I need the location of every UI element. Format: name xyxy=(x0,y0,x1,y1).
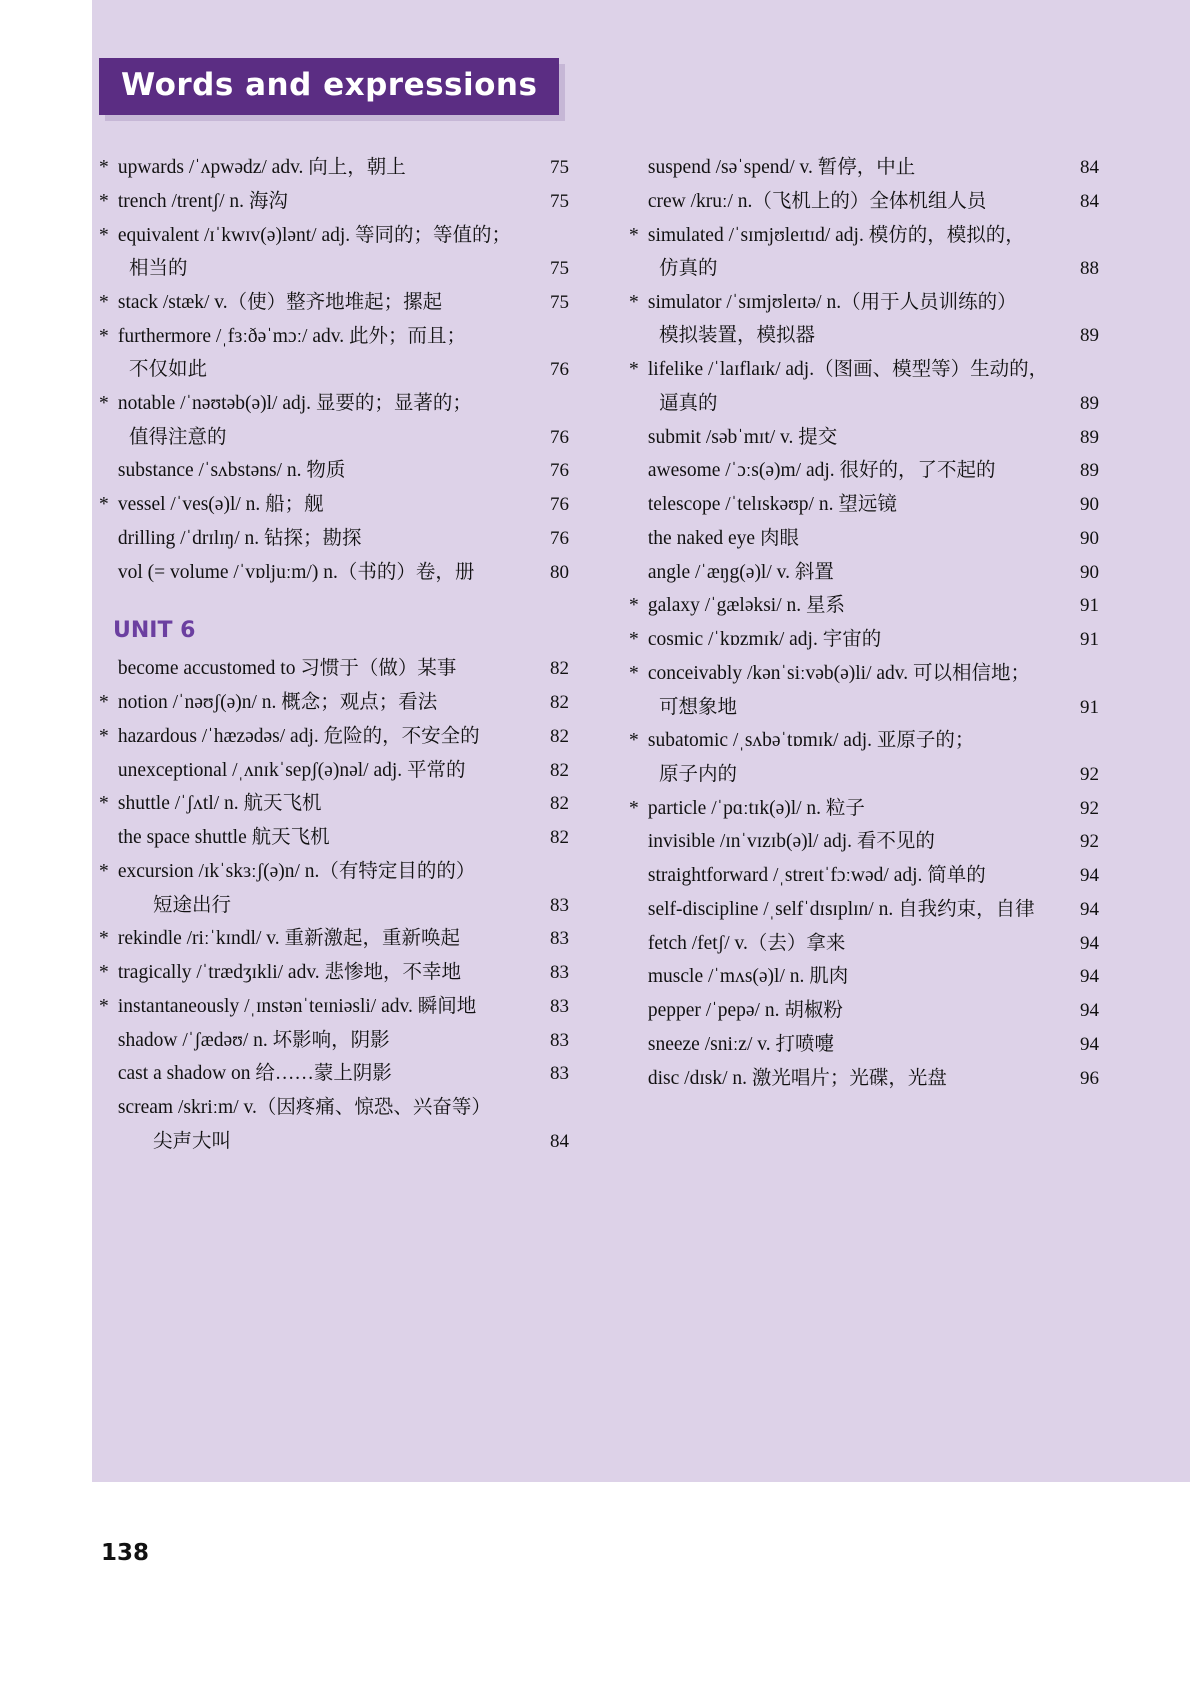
entry-page-number: 96 xyxy=(1080,1067,1099,1089)
entry-body: invisible /ɪnˈvɪzɪb(ə)l/ adj. 看不见的 xyxy=(647,831,935,853)
entry-body: pepper /ˈpepə/ n. 胡椒粉 xyxy=(647,1000,843,1022)
glossary-entry xyxy=(99,455,569,487)
entry-body: 尖声大叫 xyxy=(153,1130,232,1152)
entry-body: straightforward /ˌstreɪtˈfɔːwəd/ adj. 简单的 xyxy=(647,865,986,887)
glossary-entry xyxy=(629,961,1099,993)
asterisk-icon: * xyxy=(99,860,109,882)
glossary-entry xyxy=(99,991,569,1023)
entry-text xyxy=(99,287,535,319)
left-column xyxy=(99,152,569,1160)
entry-text xyxy=(629,220,1065,252)
entry-text xyxy=(99,1092,535,1124)
right-entry-list xyxy=(629,152,1099,1095)
entry-body: equivalent /ɪˈkwɪv(ə)lənt/ adj. 等同的；等值的； xyxy=(117,224,512,246)
glossary-entry xyxy=(99,354,569,386)
glossary-entry xyxy=(629,388,1099,420)
entry-text xyxy=(99,489,535,521)
entry-text xyxy=(629,759,1065,791)
entry-body: rekindle /riːˈkɪndl/ v. 重新激起，重新唤起 xyxy=(117,928,460,950)
entry-text xyxy=(99,1058,535,1090)
entry-text xyxy=(629,860,1065,892)
entry-body: instantaneously /ˌɪnstənˈteɪniəsli/ adv. 瞬间地 xyxy=(117,995,477,1017)
asterisk-icon: * xyxy=(99,190,109,212)
glossary-entry xyxy=(99,489,569,521)
entry-text xyxy=(99,557,535,589)
entry-page-number: 91 xyxy=(1080,595,1099,617)
left-entry-list xyxy=(99,152,569,588)
entry-body: sneeze /sniːz/ v. 打喷嚏 xyxy=(647,1033,834,1055)
glossary-entry xyxy=(99,822,569,854)
entry-page-number: 82 xyxy=(550,759,569,781)
asterisk-icon: * xyxy=(629,291,639,313)
glossary-entry xyxy=(99,1025,569,1057)
entry-body: fetch /fetʃ/ v.（去）拿来 xyxy=(647,932,846,954)
glossary-entry xyxy=(99,152,569,184)
entry-page-number: 83 xyxy=(550,995,569,1017)
entry-body: conceivably /kənˈsiːvəb(ə)li/ adv. 可以相信地； xyxy=(647,662,1031,684)
entry-body: 短途出行 xyxy=(153,894,232,916)
entry-page-number: 84 xyxy=(550,1130,569,1152)
entry-body: trench /trentʃ/ n. 海沟 xyxy=(117,190,288,212)
entry-page-number: 89 xyxy=(1080,392,1099,414)
glossary-entry xyxy=(629,826,1099,858)
glossary-entry xyxy=(629,253,1099,285)
glossary-entry xyxy=(99,220,569,252)
entry-page-number: 82 xyxy=(550,692,569,714)
glossary-entry xyxy=(629,354,1099,386)
entry-page-number: 94 xyxy=(1080,1000,1099,1022)
asterisk-icon: * xyxy=(629,662,639,684)
glossary-entry xyxy=(99,523,569,555)
glossary-entry xyxy=(629,287,1099,319)
entry-page-number: 90 xyxy=(1080,561,1099,583)
glossary-entry xyxy=(629,860,1099,892)
entry-text xyxy=(629,658,1065,690)
glossary-entry xyxy=(99,1058,569,1090)
entry-text xyxy=(99,721,535,753)
entry-page-number: 76 xyxy=(550,359,569,381)
entry-text xyxy=(99,186,535,218)
entry-text xyxy=(99,523,535,555)
glossary-entry xyxy=(629,725,1099,757)
entry-body: substance /ˈsʌbstəns/ n. 物质 xyxy=(117,460,346,482)
unit-heading: UNIT 6 xyxy=(113,618,196,644)
entry-body: notable /ˈnəʊtəb(ə)l/ adj. 显要的；显著的； xyxy=(117,392,472,414)
entry-body: angle /ˈæŋg(ə)l/ v. 斜置 xyxy=(647,561,834,583)
entry-text xyxy=(629,287,1065,319)
entry-text xyxy=(99,321,535,353)
entry-text xyxy=(629,523,1065,555)
asterisk-icon: * xyxy=(99,325,109,347)
entry-text xyxy=(99,856,535,888)
glossary-entry xyxy=(629,220,1099,252)
entry-page-number: 94 xyxy=(1080,898,1099,920)
entry-body: simulated /ˈsɪmjʊleɪtɪd/ adj. 模仿的，模拟的， xyxy=(647,224,1025,246)
glossary-entry xyxy=(99,856,569,888)
asterisk-icon: * xyxy=(629,629,639,651)
entry-page-number: 90 xyxy=(1080,527,1099,549)
entry-page-number: 90 xyxy=(1080,494,1099,516)
entry-body: 值得注意的 xyxy=(129,426,227,448)
glossary-entry xyxy=(629,624,1099,656)
entry-body: vol (= volume /ˈvɒljuːm/) n.（书的）卷，册 xyxy=(117,561,475,583)
entry-text xyxy=(629,928,1065,960)
entry-text xyxy=(629,1063,1065,1095)
entry-text xyxy=(99,354,535,386)
entry-body: scream /skriːm/ v.（因疼痛、惊恐、兴奋等） xyxy=(117,1097,491,1119)
entry-body: furthermore /ˌfɜːðəˈmɔː/ adv. 此外；而且； xyxy=(117,325,466,347)
entry-page-number: 75 xyxy=(550,291,569,313)
entry-text xyxy=(99,957,535,989)
glossary-entry xyxy=(99,923,569,955)
entry-body: excursion /ɪkˈskɜːʃ(ə)n/ n.（有特定目的的） xyxy=(117,860,476,882)
asterisk-icon: * xyxy=(99,928,109,950)
asterisk-icon: * xyxy=(99,224,109,246)
entry-text xyxy=(99,1126,535,1158)
glossary-entry xyxy=(629,455,1099,487)
entry-text xyxy=(629,1029,1065,1061)
entry-text xyxy=(629,489,1065,521)
entry-body: notion /ˈnəʊʃ(ə)n/ n. 概念；观点；看法 xyxy=(117,692,438,714)
glossary-entry xyxy=(629,489,1099,521)
entry-text xyxy=(99,253,535,285)
glossary-entry xyxy=(629,928,1099,960)
entry-body: submit /səbˈmɪt/ v. 提交 xyxy=(647,426,838,448)
entry-text xyxy=(629,590,1065,622)
entry-body: cosmic /ˈkɒzmɪk/ adj. 宇宙的 xyxy=(647,629,882,651)
entry-body: simulator /ˈsɪmjʊleɪtə/ n.（用于人员训练的） xyxy=(647,291,1017,313)
entry-page-number: 89 xyxy=(1080,460,1099,482)
entry-page-number: 94 xyxy=(1080,1033,1099,1055)
entry-body: shadow /ˈʃædəʊ/ n. 坏影响，阴影 xyxy=(117,1029,390,1051)
glossary-entry xyxy=(99,1092,569,1124)
entry-page-number: 76 xyxy=(550,460,569,482)
entry-text xyxy=(99,152,535,184)
entry-text xyxy=(629,692,1065,724)
entry-text xyxy=(629,253,1065,285)
asterisk-icon: * xyxy=(99,793,109,815)
entry-page-number: 76 xyxy=(550,494,569,516)
entry-body: disc /dɪsk/ n. 激光唱片；光碟，光盘 xyxy=(647,1067,947,1089)
right-column xyxy=(629,152,1099,1160)
entry-text xyxy=(629,388,1065,420)
entry-text xyxy=(629,455,1065,487)
entry-page-number: 83 xyxy=(550,1029,569,1051)
entry-page-number: 75 xyxy=(550,258,569,280)
glossary-entry xyxy=(629,186,1099,218)
entry-body: awesome /ˈɔːs(ə)m/ adj. 很好的，了不起的 xyxy=(647,460,996,482)
entry-page-number: 89 xyxy=(1080,325,1099,347)
entry-text xyxy=(99,788,535,820)
entry-body: the naked eye 肉眼 xyxy=(647,527,799,549)
page-number: 138 xyxy=(101,1540,150,1566)
entry-page-number: 91 xyxy=(1080,629,1099,651)
entry-body: become accustomed to 习惯于（做）某事 xyxy=(117,658,457,680)
entry-page-number: 82 xyxy=(550,793,569,815)
entry-page-number: 76 xyxy=(550,527,569,549)
entry-body: shuttle /ˈʃʌtl/ n. 航天飞机 xyxy=(117,793,322,815)
entry-page-number: 84 xyxy=(1080,157,1099,178)
entry-body: cast a shadow on 给……蒙上阴影 xyxy=(117,1063,392,1085)
page-title: Words and expressions xyxy=(99,58,559,115)
entry-page-number: 76 xyxy=(550,426,569,448)
entry-body: crew /kruː/ n.（飞机上的）全体机组人员 xyxy=(647,190,987,212)
entry-body: vessel /ˈves(ə)l/ n. 船；舰 xyxy=(117,494,324,516)
entry-body: muscle /ˈmʌs(ə)l/ n. 肌肉 xyxy=(647,966,849,988)
entry-page-number: 94 xyxy=(1080,966,1099,988)
entry-page-number: 83 xyxy=(550,894,569,916)
entry-page-number: 94 xyxy=(1080,865,1099,887)
asterisk-icon: * xyxy=(99,725,109,747)
entry-page-number: 82 xyxy=(550,658,569,680)
entry-text xyxy=(99,1025,535,1057)
glossary-entry xyxy=(99,721,569,753)
entry-text xyxy=(629,557,1065,589)
entry-text xyxy=(99,422,535,454)
entry-body: drilling /ˈdrɪlɪŋ/ n. 钻探；勘探 xyxy=(117,527,362,549)
asterisk-icon: * xyxy=(629,595,639,617)
entry-page-number: 84 xyxy=(1080,190,1099,212)
entry-body: 逼真的 xyxy=(659,392,718,414)
entry-body: 模拟装置，模拟器 xyxy=(659,325,816,347)
entry-text xyxy=(629,624,1065,656)
entry-page-number: 80 xyxy=(550,561,569,583)
entry-text xyxy=(629,793,1065,825)
entry-body: 仿真的 xyxy=(659,258,718,280)
asterisk-icon: * xyxy=(99,692,109,714)
glossary-entry xyxy=(629,590,1099,622)
entry-text xyxy=(629,320,1065,352)
glossary-entry xyxy=(99,321,569,353)
glossary-entry xyxy=(99,186,569,218)
glossary-entry xyxy=(629,793,1099,825)
entry-page-number: 75 xyxy=(550,190,569,212)
glossary-entry xyxy=(99,253,569,285)
entry-page-number: 92 xyxy=(1080,763,1099,785)
entry-page-number: 94 xyxy=(1080,932,1099,954)
entry-body: 可想象地 xyxy=(659,696,738,718)
glossary-entry xyxy=(629,557,1099,589)
glossary-entry xyxy=(99,788,569,820)
entry-body: unexceptional /ˌʌnɪkˈsepʃ(ə)nəl/ adj. 平常的 xyxy=(117,759,466,781)
glossary-entry xyxy=(99,422,569,454)
asterisk-icon: * xyxy=(99,157,109,178)
entry-body: telescope /ˈtelɪskəʊp/ n. 望远镜 xyxy=(647,494,897,516)
entry-page-number: 83 xyxy=(550,1063,569,1085)
asterisk-icon: * xyxy=(99,494,109,516)
entry-text xyxy=(629,894,1065,926)
entry-page-number: 92 xyxy=(1080,797,1099,819)
asterisk-icon: * xyxy=(629,797,639,819)
entry-page-number: 91 xyxy=(1080,696,1099,718)
glossary-entry xyxy=(629,152,1099,184)
entry-page-number: 88 xyxy=(1080,258,1099,280)
entry-page-number: 83 xyxy=(550,928,569,950)
entry-body: upwards /ˈʌpwədz/ adv. 向上，朝上 xyxy=(117,157,406,178)
entry-text xyxy=(629,995,1065,1027)
glossary-entry xyxy=(629,995,1099,1027)
entry-body: self-discipline /ˌselfˈdɪsɪplɪn/ n. 自我约束，自律 xyxy=(647,898,1035,920)
asterisk-icon: * xyxy=(629,359,639,381)
glossary-entry xyxy=(99,388,569,420)
entry-body: hazardous /ˈhæzədəs/ adj. 危险的，不安全的 xyxy=(117,725,480,747)
entry-text xyxy=(99,687,535,719)
entry-text xyxy=(629,186,1065,218)
glossary-entry xyxy=(99,957,569,989)
glossary-entry xyxy=(99,687,569,719)
asterisk-icon: * xyxy=(629,224,639,246)
entry-text xyxy=(629,826,1065,858)
entry-page-number: 75 xyxy=(550,157,569,178)
entry-page-number: 89 xyxy=(1080,426,1099,448)
entry-text xyxy=(629,152,1065,184)
glossary-entry xyxy=(99,287,569,319)
left-unit-entry-list xyxy=(99,653,569,1157)
glossary-entry xyxy=(99,557,569,589)
asterisk-icon: * xyxy=(99,962,109,984)
entry-page-number: 83 xyxy=(550,962,569,984)
entry-text xyxy=(99,220,535,252)
glossary-columns xyxy=(99,152,1099,1160)
entry-text xyxy=(99,755,535,787)
glossary-entry xyxy=(629,894,1099,926)
entry-body: the space shuttle 航天飞机 xyxy=(117,827,330,849)
entry-text xyxy=(99,653,535,685)
entry-text xyxy=(629,422,1065,454)
entry-body: particle /ˈpɑːtɪk(ə)l/ n. 粒子 xyxy=(647,797,865,819)
asterisk-icon: * xyxy=(629,730,639,752)
entry-body: suspend /səˈspend/ v. 暂停，中止 xyxy=(647,157,916,178)
entry-page-number: 82 xyxy=(550,827,569,849)
entry-text xyxy=(99,388,535,420)
glossary-entry xyxy=(99,890,569,922)
entry-body: galaxy /ˈgæləksi/ n. 星系 xyxy=(647,595,846,617)
entry-page-number: 82 xyxy=(550,725,569,747)
entry-body: stack /stæk/ v.（使）整齐地堆起；摞起 xyxy=(117,291,443,313)
glossary-entry xyxy=(629,1029,1099,1061)
glossary-entry xyxy=(629,1063,1099,1095)
asterisk-icon: * xyxy=(99,392,109,414)
entry-text xyxy=(99,923,535,955)
entry-body: subatomic /ˌsʌbəˈtɒmɪk/ adj. 亚原子的； xyxy=(647,730,975,752)
glossary-entry xyxy=(99,653,569,685)
entry-text xyxy=(99,890,535,922)
glossary-entry xyxy=(629,759,1099,791)
entry-text xyxy=(629,961,1065,993)
asterisk-icon: * xyxy=(99,995,109,1017)
entry-text xyxy=(99,991,535,1023)
glossary-entry xyxy=(629,692,1099,724)
glossary-entry xyxy=(629,422,1099,454)
glossary-entry xyxy=(99,1126,569,1158)
glossary-entry xyxy=(629,320,1099,352)
entry-body: 相当的 xyxy=(129,258,188,280)
entry-body: tragically /ˈtrædʒɪkli/ adv. 悲惨地，不幸地 xyxy=(117,962,462,984)
entry-text xyxy=(629,354,1065,386)
entry-text xyxy=(629,725,1065,757)
glossary-entry xyxy=(629,523,1099,555)
asterisk-icon: * xyxy=(99,291,109,313)
glossary-entry xyxy=(99,755,569,787)
glossary-entry xyxy=(629,658,1099,690)
entry-page-number: 92 xyxy=(1080,831,1099,853)
entry-text xyxy=(99,822,535,854)
entry-text xyxy=(99,455,535,487)
entry-body: 原子内的 xyxy=(659,763,738,785)
entry-body: lifelike /ˈlaɪflaɪk/ adj.（图画、模型等）生动的， xyxy=(647,359,1049,381)
page-title-container xyxy=(99,58,559,115)
entry-body: 不仅如此 xyxy=(129,359,208,381)
